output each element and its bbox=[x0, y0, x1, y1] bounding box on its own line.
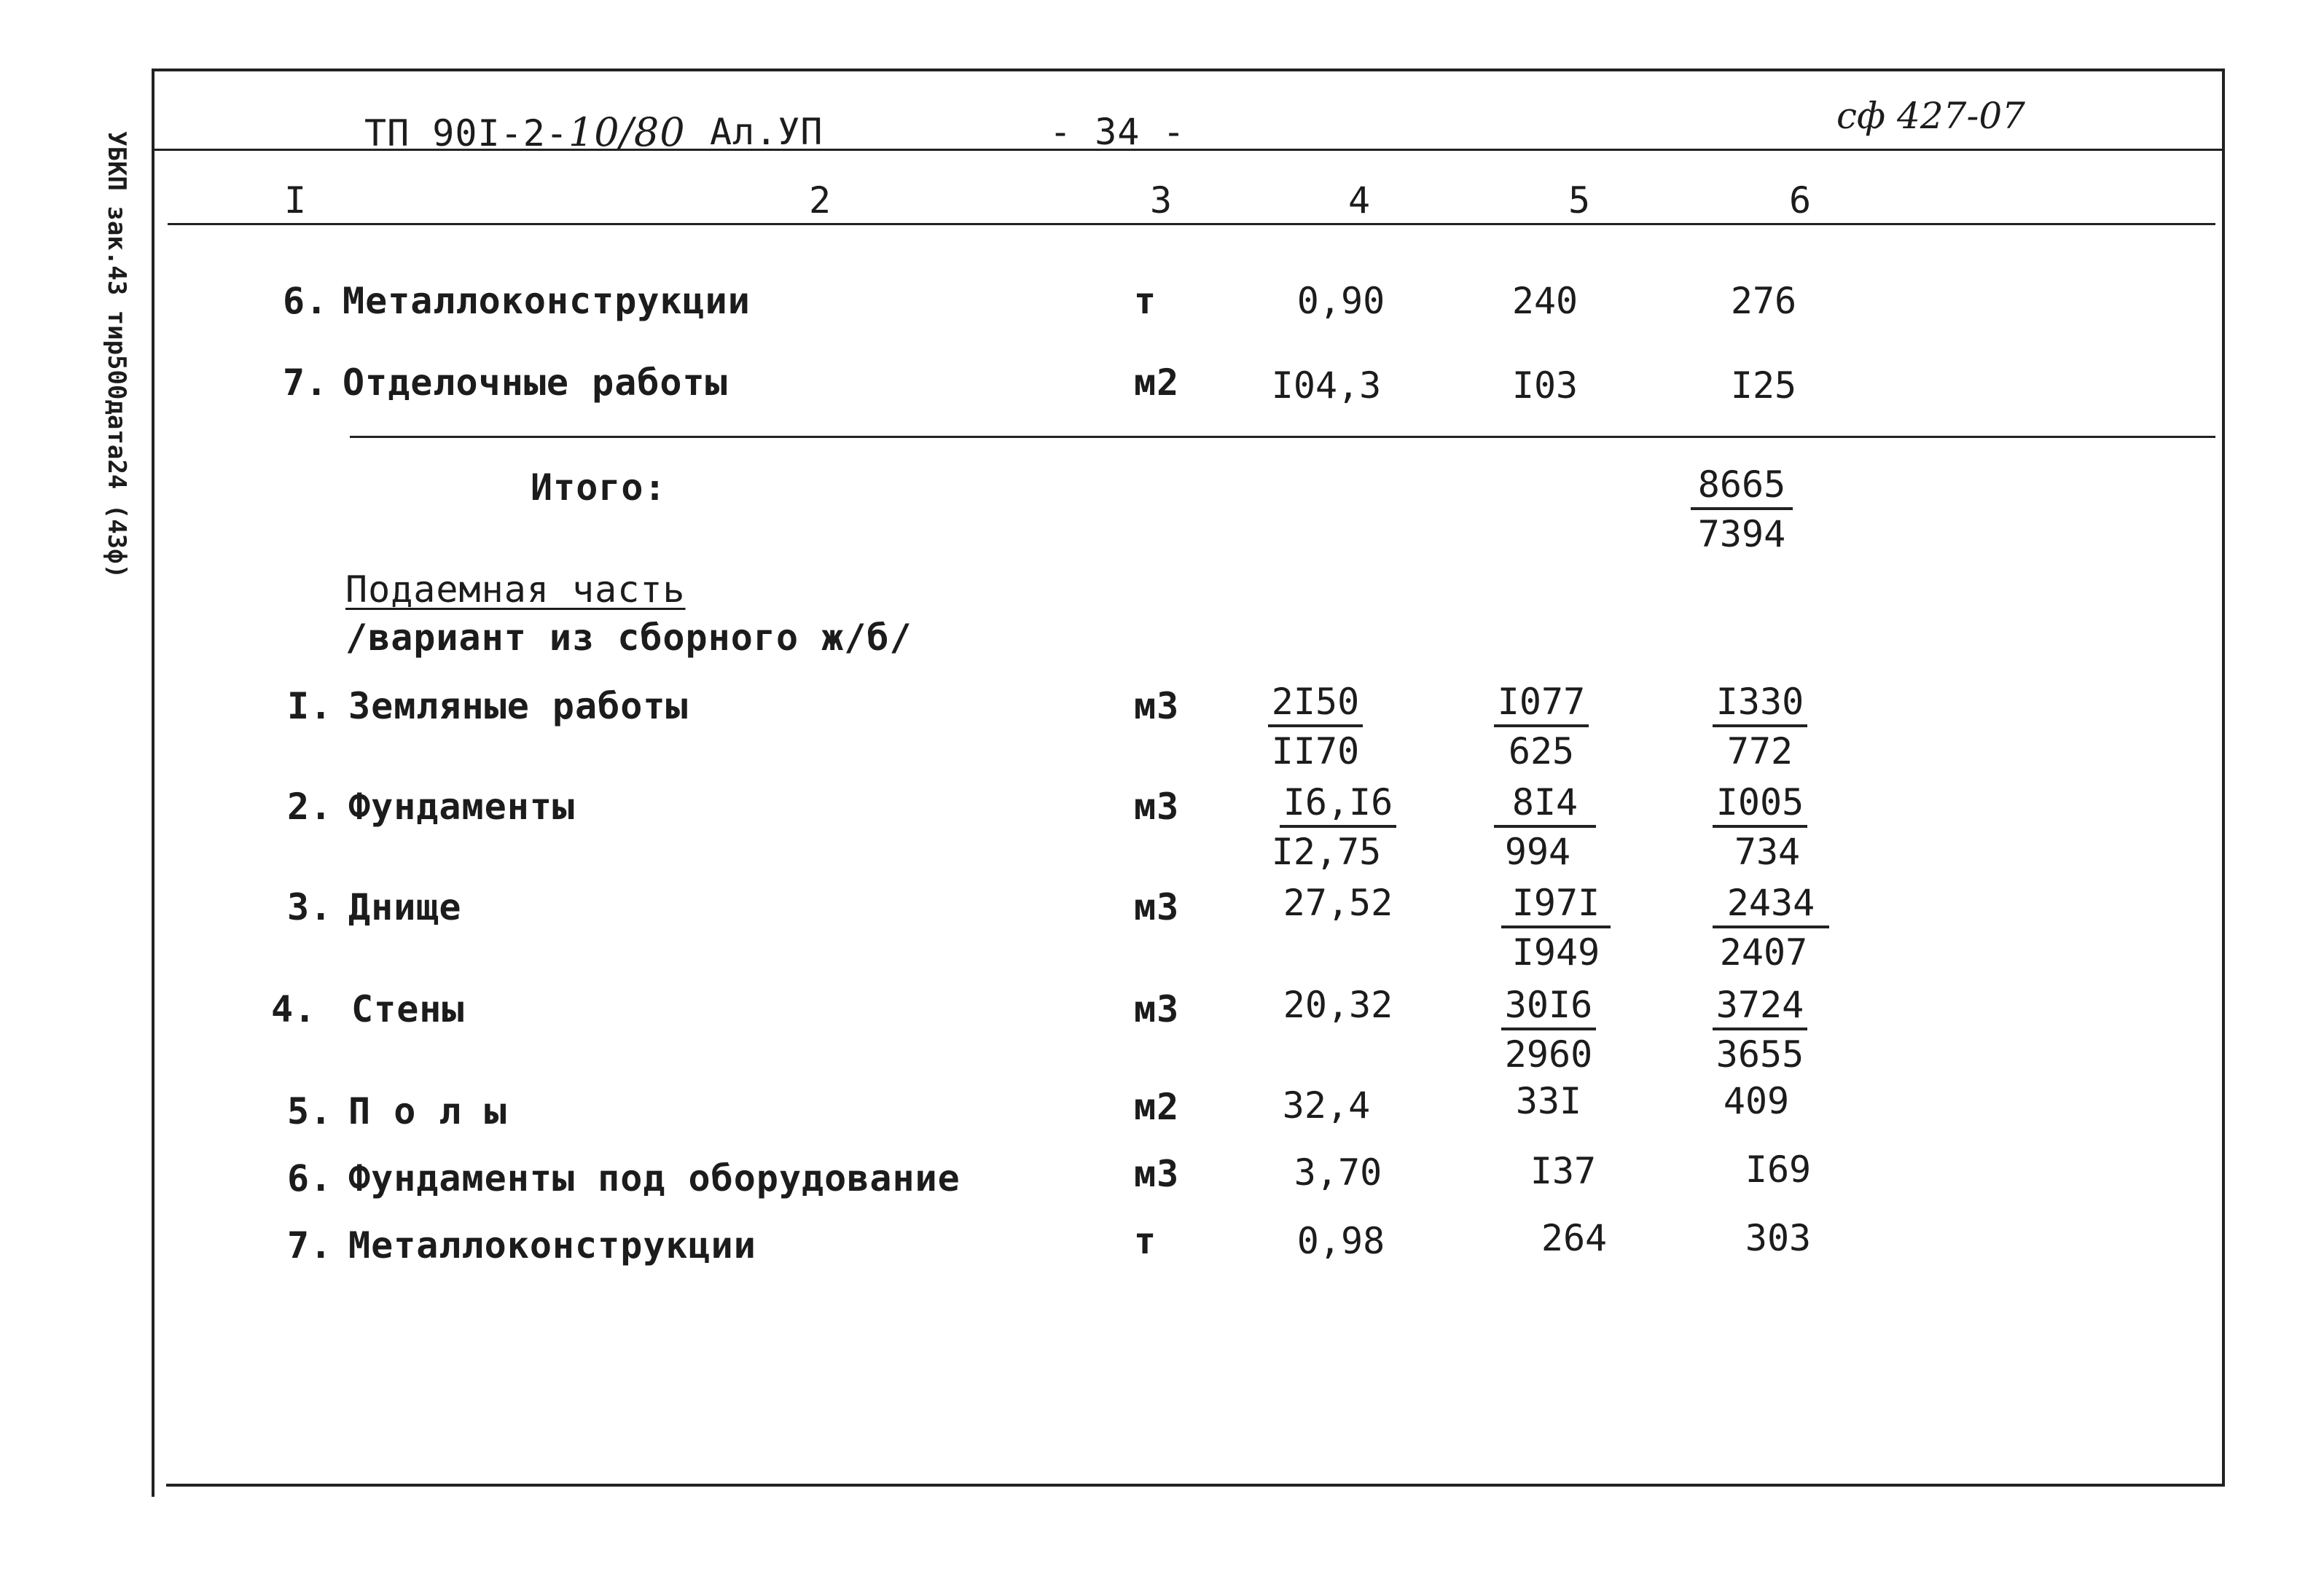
row-cost-bottom: 994 bbox=[1504, 831, 1571, 873]
margin-stamp-text: УБКП зак.43 тир500дата24 (43ф) bbox=[102, 131, 131, 579]
row-cost-bottom: I949 bbox=[1511, 931, 1600, 974]
row-unit: м3 bbox=[1134, 786, 1180, 828]
section-subtitle: /вариант из сборного ж/б/ bbox=[345, 617, 912, 659]
row-total-top: 3724 bbox=[1713, 984, 1807, 1030]
row-number: 4. bbox=[271, 988, 317, 1030]
row-quantity: 32,4 bbox=[1282, 1084, 1371, 1127]
total-label: Итого: bbox=[531, 466, 667, 509]
row-number: I. bbox=[287, 685, 333, 727]
col-1-number: I bbox=[284, 179, 308, 222]
row-name: Фундаменты bbox=[348, 786, 576, 828]
total-value-bottom: 7394 bbox=[1697, 513, 1786, 555]
row-cost: I03 bbox=[1511, 364, 1578, 407]
row-name: П о л ы bbox=[348, 1090, 507, 1132]
row-total: I69 bbox=[1745, 1148, 1812, 1191]
row-number: 7. bbox=[287, 1224, 333, 1267]
frame-bottom bbox=[166, 1484, 2225, 1487]
row-cost: 264 bbox=[1541, 1217, 1608, 1259]
row-cost-bottom: 625 bbox=[1508, 730, 1575, 772]
total-rule bbox=[350, 436, 2215, 438]
frame-top bbox=[152, 69, 2225, 71]
row-cost-top: I97I bbox=[1501, 882, 1611, 928]
row-quantity-bottom: I2,75 bbox=[1271, 831, 1382, 873]
row-cost: 240 bbox=[1511, 280, 1578, 322]
frame-right bbox=[2222, 69, 2225, 1486]
row-number: 5. bbox=[287, 1090, 333, 1132]
sheet-code: сф 427-07 bbox=[1836, 95, 2025, 137]
row-cost-bottom: 2960 bbox=[1504, 1033, 1593, 1076]
row-number: 2. bbox=[287, 786, 333, 828]
row-total: 409 bbox=[1723, 1080, 1790, 1122]
row-total: 303 bbox=[1745, 1217, 1812, 1259]
row-quantity: 20,32 bbox=[1283, 984, 1393, 1026]
row-unit: м3 bbox=[1134, 988, 1180, 1030]
row-cost: 33I bbox=[1515, 1080, 1582, 1122]
col-2-number: 2 bbox=[809, 179, 832, 222]
row-unit: м3 bbox=[1134, 685, 1180, 727]
project-code bbox=[364, 109, 686, 155]
row-cost: I37 bbox=[1530, 1150, 1597, 1192]
row-total-top: 2434 bbox=[1713, 882, 1829, 928]
row-total: I25 bbox=[1730, 364, 1797, 407]
col-3-number: 3 bbox=[1150, 179, 1173, 222]
row-name: Отделочные работы bbox=[343, 361, 728, 404]
col-6-number: 6 bbox=[1789, 179, 1812, 222]
row-unit: м2 bbox=[1134, 1086, 1180, 1128]
row-unit: т bbox=[1134, 280, 1157, 322]
section-title: Подаемная часть bbox=[345, 568, 686, 611]
row-total-top: I330 bbox=[1713, 681, 1807, 727]
frame-left bbox=[152, 69, 154, 1497]
row-total-bottom: 734 bbox=[1734, 831, 1801, 873]
row-name: Земляные работы bbox=[348, 685, 689, 727]
row-cost-top: I077 bbox=[1494, 681, 1589, 727]
row-quantity: 27,52 bbox=[1283, 882, 1393, 924]
row-number: 6. bbox=[283, 280, 329, 322]
row-name: Стены bbox=[351, 988, 465, 1030]
project-code-handwritten: 10/80 bbox=[568, 109, 686, 155]
album-label: Ал.УП bbox=[710, 111, 823, 153]
total-value-top: 8665 bbox=[1691, 463, 1793, 510]
row-unit: м3 bbox=[1134, 1153, 1180, 1195]
row-name: Металлоконструкции bbox=[343, 280, 751, 322]
row-total-bottom: 3655 bbox=[1715, 1033, 1804, 1076]
row-number: 7. bbox=[283, 361, 329, 404]
row-unit: м3 bbox=[1134, 886, 1180, 928]
row-cost-top: 30I6 bbox=[1501, 984, 1596, 1030]
row-quantity-top: 2I50 bbox=[1268, 681, 1363, 727]
row-number: 6. bbox=[287, 1157, 333, 1199]
row-number: 3. bbox=[287, 886, 333, 928]
row-quantity: 0,98 bbox=[1296, 1220, 1385, 1262]
row-quantity: 0,90 bbox=[1296, 280, 1385, 322]
row-name: Днище bbox=[348, 886, 462, 928]
row-name: Металлоконструкции bbox=[348, 1224, 756, 1267]
row-unit: т bbox=[1134, 1220, 1157, 1262]
page-number: - 34 - bbox=[1049, 111, 1186, 153]
col-4-number: 4 bbox=[1348, 179, 1372, 222]
row-total-bottom: 2407 bbox=[1719, 931, 1808, 974]
row-unit: м2 bbox=[1134, 361, 1180, 404]
margin-stamp bbox=[29, 73, 131, 598]
col-5-number: 5 bbox=[1568, 179, 1592, 222]
project-code-text: ТП 90I-2- bbox=[364, 112, 568, 154]
row-quantity-bottom: II70 bbox=[1271, 730, 1360, 772]
row-quantity: 3,70 bbox=[1294, 1151, 1382, 1194]
row-total-bottom: 772 bbox=[1726, 730, 1793, 772]
row-cost-top: 8I4 bbox=[1494, 781, 1596, 828]
column-header-rule bbox=[168, 223, 2215, 225]
row-quantity-top: I6,I6 bbox=[1280, 781, 1396, 828]
row-quantity: I04,3 bbox=[1271, 364, 1382, 407]
row-total: 276 bbox=[1730, 280, 1797, 322]
row-name: Фундаменты под оборудование bbox=[348, 1157, 960, 1199]
row-total-top: I005 bbox=[1713, 781, 1807, 828]
